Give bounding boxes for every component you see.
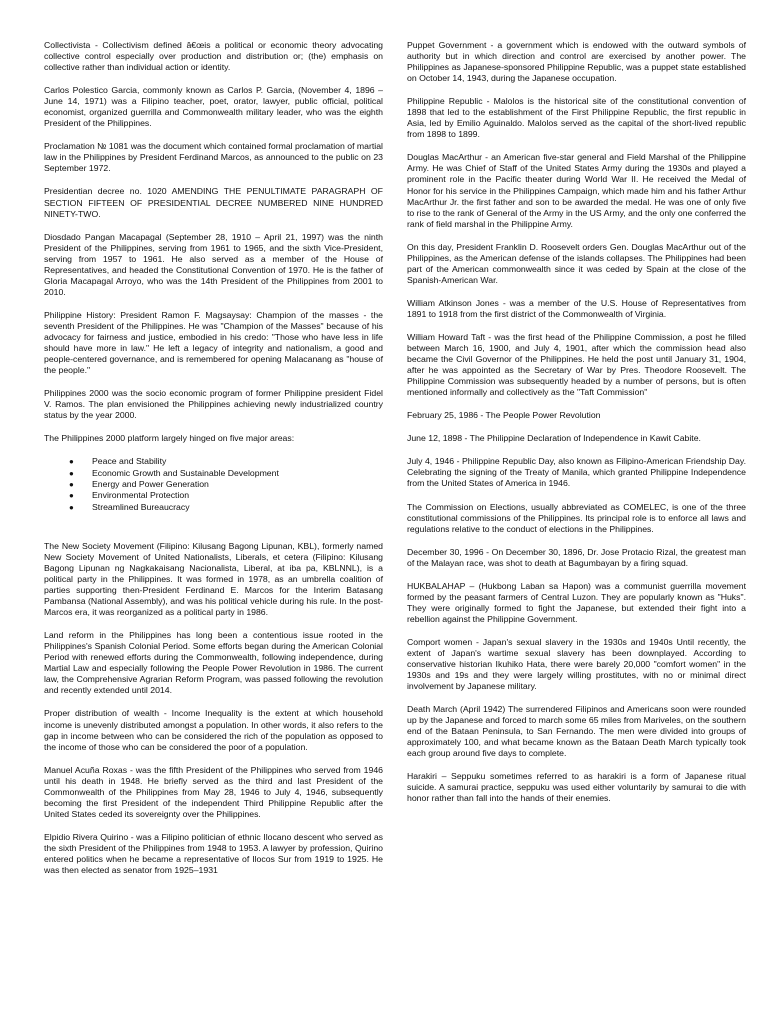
bullet-icon: ● bbox=[69, 502, 74, 512]
paragraph-ramon-magsaysay: Philippine History: President Ramon F. Magsaysay: Champion of the masses - the seventh President of the Philippines. He was "Champion of the Masses" because of his advocacy for fairness and justice, embodied in his credo: "Those who have less in life should have more in law." He left a legacy of integrity and nationalism, a good and people-centered governance, and is remembered for opening Malacanang as "house of the people." bbox=[44, 309, 383, 376]
paragraph-comfort-women: Comport women - Japan's sexual slavery in the 1930s and 1940s Until recently, the extent of Japan's wartime sexual slavery has been downplayed. According to conservative historian Ikuhiko Hata, there were barely 20,000 "comfort women" in the 1930s and 19s and they were largely willing prostitutes, with no or minimal direct involvement by Japanese military. bbox=[407, 636, 746, 692]
paragraph-diosdado-macapagal: Diosdado Pangan Macapagal (September 28, 1910 – April 21, 1997) was the ninth President of the Philippines, serving from 1961 to 1965, and the sixth Vice-President, serving from 1957 to 1961. He also served as a member of the House of Representatives, and headed the Constitutional Convention of 1970. He is the father of Gloria Macapagal Arroyo, who was the 14th President of the Philippines from 2001 to 2010. bbox=[44, 231, 383, 297]
paragraph-comelec: The Commission on Elections, usually abbreviated as COMELEC, is one of the three constitutional commissions of the Philippines. Its principal role is to enforce all laws and regulations relative to the conduct of elections in the Philippines. bbox=[407, 501, 746, 534]
paragraph-roosevelt-orders: On this day, President Franklin D. Roosevelt orders Gen. Douglas MacArthur out of the Philippines, as the American defense of the islands collapses. The Philippines had been part of the American commonwealth since it was ceded by Spain at the close of the Spanish-American War. bbox=[407, 241, 746, 285]
paragraph-william-jones: William Atkinson Jones - was a member of the U.S. House of Representatives from 1891 to 1918 from the first district of the Commonwealth of Virginia. bbox=[407, 297, 746, 319]
paragraph-elpidio-quirino: Elpidio Rivera Quirino - was a Filipino politician of ethnic Ilocano descent who served as the sixth President of the Philippines from 1948 to 1953. A lawyer by profession, Quirino entered politics when he became a representative of Ilocos Sur from 1919 to 1925. He was then elected as senator from 1925–1931 bbox=[44, 831, 383, 876]
paragraph-platform-intro: The Philippines 2000 platform largely hinged on five major areas: bbox=[44, 433, 295, 444]
bullet-icon: ● bbox=[69, 491, 74, 501]
spacer bbox=[44, 525, 383, 541]
paragraph-declaration-independence: June 12, 1898 - The Philippine Declaration of Independence in Kawit Cabite. bbox=[407, 433, 701, 444]
paragraph-philippines-2000: Philippines 2000 was the socio economic program of former Philippine president Fidel V. Ramos. The plan envisioned the Philippines achieving newly industrialized country status by the year 2000. bbox=[44, 388, 383, 421]
paragraph-land-reform: Land reform in the Philippines has long been a contentious issue rooted in the Philippines's Spanish Colonial Period. Some efforts began during the American Colonial Period with renewed efforts during the Commonwealth, following independence, during Martial Law and especially following the People Power Revolution in 1986. The current law, the Comprehensive Agrarian Reform Program, was passed following the revolution and recently extended until 2014. bbox=[44, 630, 383, 696]
paragraph-carlos-garcia: Carlos Polestico Garcia, commonly known as Carlos P. Garcia, (November 4, 1896 – June 14, 1971) was a Filipino teacher, poet, orator, lawyer, public official, political economist, organized guerrilla and Commonwealth military leader, who was the eighth President of the Philippines. bbox=[44, 85, 383, 129]
paragraph-collectivista: Collectivista - Collectivism defined â€œis a political or economic theory advocating collective control especially over production and distribution or; (the) emphasis on collective rather than individual action or identity. bbox=[44, 40, 383, 73]
list-item: ● Environmental Protection bbox=[69, 490, 190, 501]
paragraph-republic-day: July 4, 1946 - Philippine Republic Day, also known as Filipino-American Friendship Day. Celebrating the signing of the Treaty of Manila, which granted Philippine Independence from the United States of America in 1946. bbox=[407, 456, 746, 489]
list-item: ● Streamlined Bureaucracy bbox=[69, 501, 190, 512]
paragraph-hukbalahap: HUKBALAHAP – (Hukbong Laban sa Hapon) was a communist guerrilla movement formed by the peasant farmers of Central Luzon. They are popularly known as "Huks". They were originally formed to fight the Japanese, but extended their fight into a rebellion against the Philippine Government. bbox=[407, 580, 746, 624]
list-item: ● Peace and Stability bbox=[69, 456, 167, 467]
paragraph-william-taft: William Howard Taft - was the first head of the Philippine Commission, a post he filled between March 16, 1900, and July 4, 1901, after which the commission head also became the Civil Governor of the Philippines. He held the post until January 31, 1904, after he was appointed as the Secretary of War by Pres. Theodore Roosevelt. The Philippine Commission was subsequently headed by a number of persons, but is often mentioned informally and collectively as the "Taft Commission" bbox=[407, 331, 746, 398]
paragraph-rizal-death: December 30, 1996 - On December 30, 1896, Dr. Jose Protacio Rizal, the greatest man of the Malayan race, was shot to death at Bagumbayan by a firing squad. bbox=[407, 546, 746, 568]
bullet-icon: ● bbox=[69, 468, 74, 478]
left-column bbox=[44, 40, 383, 1024]
right-column bbox=[407, 40, 746, 1024]
paragraph-puppet-government: Puppet Government - a government which is endowed with the outward symbols of authority but in which direction and control are exercised by another power. The Philippines as Japanese-sponsored Philippine Republic, was a puppet state established on October 14, 1943, during the Japanese occupation. bbox=[407, 40, 746, 84]
list-item: ● Economic Growth and Sustainable Development bbox=[69, 467, 279, 478]
paragraph-philippine-republic-malolos: Philippine Republic - Malolos is the historical site of the constitutional convention of 1898 that led to the establishment of the First Philippine Republic, the first republic in Asia, led by Emilio Aguinaldo. Malolos served as the capital of the short-lived republic from 1898 to 1899. bbox=[407, 96, 746, 140]
paragraph-people-power: February 25, 1986 - The People Power Revolution bbox=[407, 410, 601, 421]
paragraph-wealth-distribution: Proper distribution of wealth - Income Inequality is the extent at which household income is unevenly distributed amongst a population. In other words, it also refers to the gap in income between who can be considered the rich of the population as opposed to the income of those who can be considered the poor of a population. bbox=[44, 708, 383, 752]
bullet-icon: ● bbox=[69, 479, 74, 489]
paragraph-douglas-macarthur: Douglas MacArthur - an American five-star general and Field Marshal of the Philippine Army. He was Chief of Staff of the United States Army during the 1930s and played a prominent role in the Pacific theater during World War II. He received the Medal of Honor for his service in the Philippines Campaign, which made him and his father Arthur MacArthur Jr. the first father and son to be awarded the medal. He was one of only five to rise to the rank of General of the Army in the US Army, and the only one conferred the rank of field marshal in the Philippine Army. bbox=[407, 152, 746, 229]
platform-bullet-list bbox=[44, 456, 383, 512]
paragraph-proclamation-1081: Proclamation № 1081 was the document which contained formal proclamation of martial law in the Philippines by President Ferdinand Marcos, as announced to the public on 23 September 1972. bbox=[44, 141, 383, 174]
bullet-icon: ● bbox=[69, 457, 74, 467]
paragraph-death-march: Death March (April 1942) The surrendered Filipinos and Americans soon were rounded up by the Japanese and forced to march some 65 miles from Mariveles, on the southern end of the Bataan Peninsula, to San Fernando. The men were divided into groups of approximately 100, and what became known as the Bataan Death March typically took each group around five days to complete. bbox=[407, 704, 746, 759]
paragraph-manuel-roxas: Manuel Acuña Roxas - was the fifth President of the Philippines who served from 1946 until his death in 1948. He briefly served as the third and last President of the Commonwealth of the Philippines from May 28, 1946 to July 4, 1946, subsequently becoming the first President of the independent Third Philippine Republic after the United States ceded its sovereignty over the Philippines. bbox=[44, 764, 383, 819]
list-item: ● Energy and Power Generation bbox=[69, 478, 209, 489]
paragraph-presidential-decree-1020: Presidentian decree no. 1020 AMENDING THE PENULTIMATE PARAGRAPH OF SECTION FIFTEEN OF PRESIDENTIAL DECREE NUMBERED NINE HUNDRED NINETY-TWO. bbox=[44, 186, 383, 219]
paragraph-harakiri: Harakiri – Seppuku sometimes referred to as harakiri is a form of Japanese ritual suicide. A samurai practice, seppuku was used either voluntarily by samurai to die with honor rather than fall into the hands of their enemies. bbox=[407, 771, 746, 804]
paragraph-new-society-movement: The New Society Movement (Filipino: Kilusang Bagong Lipunan, KBL), formerly named New Society Movement of United Nationalists, Liberals, et cetera (Filipino: Kilusang Bagong Lipunan ng Nagkakaisang Nacionalista, Liberal, at iba pa, KBLNNL), is a political party in the Philippines. It was formed in 1978, as an umbrella coalition of parties supporting then-President Ferdinand E. Marcos for the Interim Batasang Pambansa (National Assembly), and was his political vehicle during his rule. In the post-Marcos era, it was reorganized as a political party in 1986. bbox=[44, 540, 383, 618]
